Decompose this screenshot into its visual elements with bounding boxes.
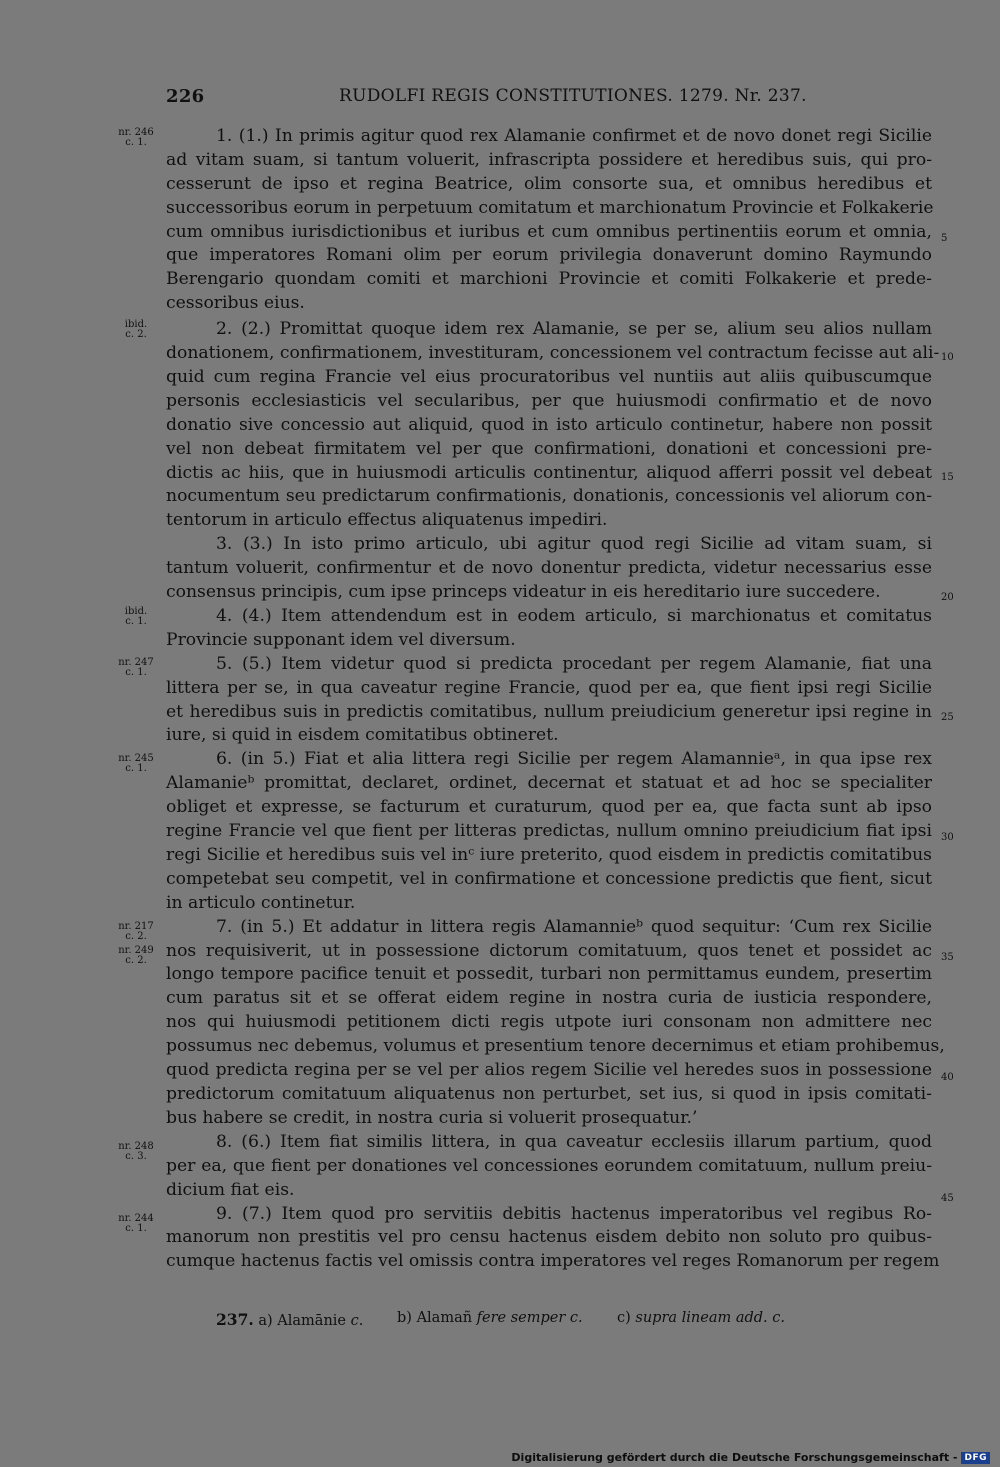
text-line: cumque hactenus factis vel omissis contra imperatores vel reges Romanorum per regem [166, 1251, 940, 1272]
text-line: in articulo continetur. [166, 892, 356, 913]
footnote-doc-number: 237. [216, 1310, 254, 1329]
text-line: Alamanieᵇ promittat, declaret, ordinet, decernat et statuat et ad hoc se specialiter [166, 773, 932, 794]
line-number: 40 [941, 1072, 954, 1083]
digitization-credit [511, 1451, 990, 1464]
text-line: dicium fiat eis. [166, 1179, 295, 1200]
text-line: consensus principis, cum ipse princeps videatur in eis hereditario iure succedere. [166, 582, 881, 603]
margin-ref: nr. 244 c. 1. [118, 1213, 154, 1234]
line-number: 15 [941, 472, 954, 483]
line-number: 45 [941, 1193, 954, 1204]
text-line: predictorum comitatuum aliquatenus non perturbet, set ius, si quod in ipsis comitati- [166, 1083, 932, 1104]
text-line: nos requisiverit, ut in possessione dictorum comitatuum, quos tenet et possidet ac [166, 940, 932, 961]
text-line: competebat seu competit, vel in confirmatione et concessione predictis que fient, sicut [166, 868, 932, 889]
paragraph-4 [166, 605, 932, 653]
margin-ref: nr. 247 c. 1. [118, 657, 154, 678]
footnote-c: c) supra lineam add. c. [617, 1310, 785, 1326]
text-line: regi Sicilie et heredibus suis vel inᶜ iure preterito, quod eisdem in predictis comitatibus [166, 844, 932, 865]
text-line: 4. (4.) Item attendendum est in eodem articulo, si marchionatus et comitatus [216, 606, 932, 626]
text-line: ad vitam suam, si tantum voluerit, infrascripta possidere et heredibus suis, qui pro- [166, 149, 932, 170]
margin-ref: ibid. c. 1. [124, 606, 148, 627]
line-number: 25 [941, 712, 954, 723]
paragraph-7 [166, 916, 945, 1131]
text-line: 2. (2.) Promittat quoque idem rex Alamanie, se per se, alium seu alios nullam [216, 319, 932, 340]
line-number: 30 [941, 832, 954, 843]
footnote-b: b) Alamañ fere semper c. [397, 1310, 583, 1326]
paragraph-9 [166, 1203, 940, 1275]
text-line: nocumentum seu predictarum confirmationis, donationis, concessionis vel aliorum con- [166, 486, 932, 507]
text-line: dictis ac hiis, que in huiusmodi articulis continentur, aliquod afferri possit vel debeat [166, 462, 932, 483]
dfg-logo: DFG [961, 1452, 990, 1464]
text-line: et heredibus suis in predictis comitatibus, nullum preiudicium generetur ipsi regine in [166, 701, 932, 722]
credit-text: Digitalisierung gefördert durch die Deutsche Forschungsgemeinschaft - [511, 1451, 958, 1464]
text-line: que imperatores Romani olim per eorum privilegia donaverunt domino Raymundo [166, 245, 932, 266]
text-line: bus habere se credit, in nostra curia si voluerit prosequatur.’ [166, 1107, 698, 1128]
text-line: vel non debeat firmitatem vel per que confirmationi, donationi et concessioni pre- [166, 438, 932, 459]
text-line: possumus nec debemus, volumus et presentium tenore decernimus et etiam prohibemus, [166, 1036, 945, 1057]
text-line: regine Francie vel que fient per litteras predictas, nullum omnino preiudicium fiat ipsi [166, 821, 932, 842]
margin-ref: nr. 248 c. 3. [118, 1141, 154, 1162]
text-line: successoribus eorum in perpetuum comitatum et marchionatum Provincie et Folkakerie [166, 197, 934, 218]
text-line: quod predicta regina per se vel per alios regem Sicilie vel heredes suos in possessione [166, 1060, 932, 1081]
text-line: cum paratus sit et se offerat eidem regine in nostra curia de iusticia respondere, [166, 988, 932, 1009]
text-line: tentorum in articulo effectus aliquatenus impediri. [166, 510, 608, 531]
line-number: 35 [941, 952, 954, 963]
text-line: 6. (in 5.) Fiat et alia littera regi Sicilie per regem Alamannieᵃ, in qua ipse rex [216, 749, 932, 770]
margin-ref: nr. 217 c. 2. [118, 921, 154, 942]
text-line: personis ecclesiasticis vel secularibus, per que huiusmodi confirmatio et de novo [166, 390, 932, 411]
text-line: cesserunt de ipso et regina Beatrice, olim consorte sua, et omnibus heredibus et [166, 173, 932, 194]
margin-ref: nr. 245 c. 1. [118, 753, 154, 774]
text-line: Berengario quondam comiti et marchioni Provincie et comiti Folkakerie et prede- [166, 269, 932, 290]
text-line: 8. (6.) Item fiat similis littera, in qua caveatur ecclesiis illarum partium, quod [216, 1131, 932, 1152]
text-line: 5. (5.) Item videtur quod si predicta procedant per regem Alamanie, fiat una [216, 653, 932, 674]
text-line: donationem, confirmationem, investituram, concessionem vel contractum fecisse aut ali- [166, 343, 940, 364]
text-line: 1. (1.) In primis agitur quod rex Alamanie confirmet et de novo donet regi Sicilie [216, 126, 932, 146]
text-line: nos qui huiusmodi petitionem dicti regis utpote iuri consonam non admittere nec [166, 1012, 932, 1033]
margin-ref: nr. 246 c. 1. [118, 127, 154, 148]
page-number: 226 [166, 86, 205, 107]
text-line: cessoribus eius. [166, 293, 305, 314]
text-line: longo tempore pacifice tenuit et possedit, turbari non permittamus eundem, presertim [166, 964, 932, 985]
text-line: cum omnibus iurisdictionibus et iuribus et cum omnibus pertinentiis eorum et omnia, [166, 221, 932, 242]
text-line: littera per se, in qua caveatur regine Francie, quod per ea, que fient ipsi regi Sicilie [166, 677, 932, 698]
text-line: manorum non prestitis vel pro censu hactenus eisdem debito non soluto pro quibus- [166, 1227, 932, 1248]
text-line: Provincie supponant idem vel diversum. [166, 629, 516, 650]
text-line: quid cum regina Francie vel eius procuratoribus vel nuntiis aut aliis quibuscumque [166, 366, 932, 387]
text-line: donatio sive concessio aut aliquid, quod in isto articulo continetur, habere non possit [166, 414, 932, 435]
text-line: 7. (in 5.) Et addatur in littera regis Alamannieᵇ quod sequitur: ‘Cum rex Sicilie [216, 916, 932, 937]
paragraph-1 [166, 125, 932, 316]
margin-ref: nr. 249 c. 2. [118, 945, 154, 966]
paragraph-8 [166, 1131, 932, 1203]
text-line: iure, si quid in eisdem comitatibus obtineret. [166, 725, 559, 746]
text-line: obliget et expresse, se facturum et curaturum, quod per ea, que facta sunt ab ipso [166, 797, 932, 818]
paragraph-2 [166, 318, 940, 533]
line-number: 20 [941, 592, 954, 603]
text-line: 9. (7.) Item quod pro servitiis debitis hactenus imperatoribus vel regibus Ro- [216, 1203, 932, 1224]
paragraph-5 [166, 653, 932, 749]
paragraph-6 [166, 748, 932, 915]
text-line: per ea, que fient per donationes vel concessiones eorundem comitatuum, nullum preiu- [166, 1155, 932, 1176]
line-number: 5 [941, 233, 948, 244]
paragraph-3 [166, 533, 932, 605]
line-number: 10 [941, 352, 954, 363]
footnote-a: 237. a) Alamānie c. [216, 1310, 364, 1329]
text-line: tantum voluerit, confirmentur et de novo donentur predicta, videtur necessarius esse [166, 558, 932, 579]
text-line: 3. (3.) In isto primo articulo, ubi agitur quod regi Sicilie ad vitam suam, si [216, 534, 932, 555]
margin-ref: ibid. c. 2. [124, 319, 148, 340]
running-title: RUDOLFI REGIS CONSTITUTIONES. 1279. Nr. 237. [339, 86, 807, 106]
